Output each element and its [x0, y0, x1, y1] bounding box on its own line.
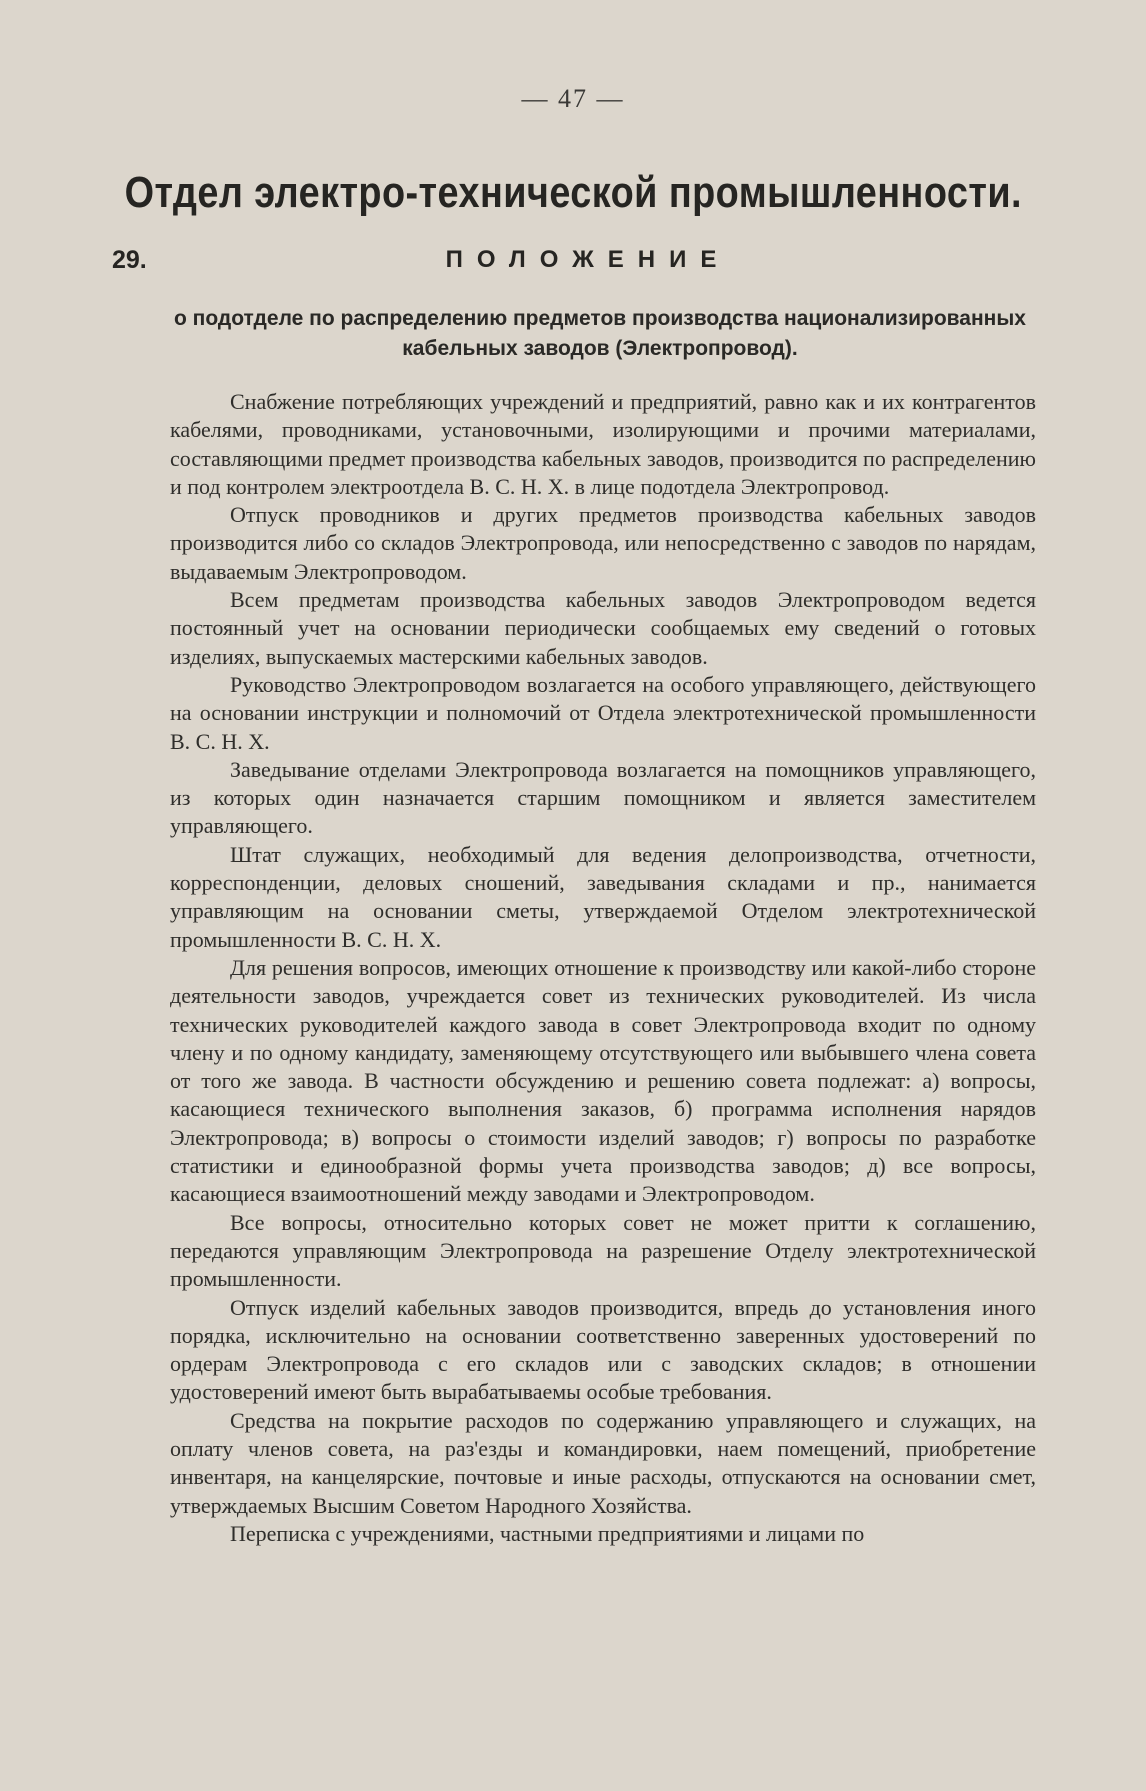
- paragraph: Для решения вопросов, имеющих отношение к производству или какой-либо стороне деятельности заводов, учреждается совет из технических руководителей. Из числа технических руководителей каждого завода в совет Электропровода входит по одному члену и по одному кандидату, заменяющему отсутствующего или выбывшего члена совета от того же завода. В частности обсуждению и решению совета подлежат: а) вопросы, касающиеся технического выполнения заказов, б) программа исполнения нарядов Электропровода; в) вопросы о стоимости изделий заводов; г) вопросы по разработке статистики и единообразной формы учета производства заводов; д) все вопросы, касающиеся взаимоотношений между заводами и Электропроводом.: [170, 954, 1036, 1207]
- paragraph: Отпуск изделий кабельных заводов производится, впредь до установления иного порядка, исключительно на основании соответственно заверенных удостоверений по ордерам Электропровода с его складов или с заводских складов; в отношении удостоверений имеют быть вырабатываемы особые требования.: [170, 1294, 1036, 1405]
- paragraph: Снабжение потребляющих учреждений и предприятий, равно как и их контрагентов кабелями, проводниками, установочными, изолирующими и прочими материалами, составляющими предмет производства кабельных заводов, производится по распределению и под контролем электроотдела В. С. Н. Х. в лице подотдела Электропровод.: [170, 389, 1036, 499]
- paragraph: Средства на покрытие расходов по содержанию управляющего и служащих, на оплату членов совета, на раз'езды и командировки, наем помещений, приобретение инвентаря, на канцелярские, почтовые и иные расходы, отпускаются на основании смет, утверждаемых Высшим Советом Народного Хозяйства.: [170, 1407, 1036, 1518]
- document-heading: ПОЛОЖЕНИЕ: [445, 246, 731, 273]
- body-text: [170, 388, 1036, 1548]
- paragraph: Переписка с учреждениями, частными предприятиями и лицами по: [230, 1520, 865, 1546]
- paragraph: Руководство Электропроводом возлагается на особого управляющего, действующего на основании инструкции и полномочий от Отдела электротехнической промышленности В. С. Н. Х.: [170, 671, 1036, 754]
- paragraph: Заведывание отделами Электропровода возлагается на помощников управляющего, из которых один назначается старшим помощником и является заместителем управляющего.: [170, 756, 1036, 839]
- document-number: 29.: [112, 246, 147, 274]
- document-subheading: о подотделе по распределению предметов производства национализированных кабельных заводов (Электропровод).: [174, 307, 1026, 360]
- paragraph: Все вопросы, относительно которых совет не может притти к соглашению, передаются управляющим Электропровода на разрешение Отделу электротехнической промышленности.: [170, 1209, 1036, 1292]
- paragraph: Отпуск проводников и других предметов производства кабельных заводов производится либо со складов Электропровода, или непосредственно с заводов по нарядам, выдаваемым Электропроводом.: [170, 502, 1036, 584]
- paragraph: Всем предметам производства кабельных заводов Электропроводом ведется постоянный учет на основании периодически сообщаемых ему сведений о готовых изделиях, выпускаемых мастерскими кабельных заводов.: [170, 587, 1036, 669]
- section-title: Отдел электро-технической промышленности.: [124, 168, 1022, 217]
- paragraph: Штат служащих, необходимый для ведения делопроизводства, отчетности, корреспонденции, деловых сношений, заведывания складами и пр., нанимается управляющим на основании сметы, утверждаемой Отделом электротехнической промышленности В. С. Н. Х.: [170, 841, 1036, 952]
- page-number: — 47 —: [521, 84, 625, 113]
